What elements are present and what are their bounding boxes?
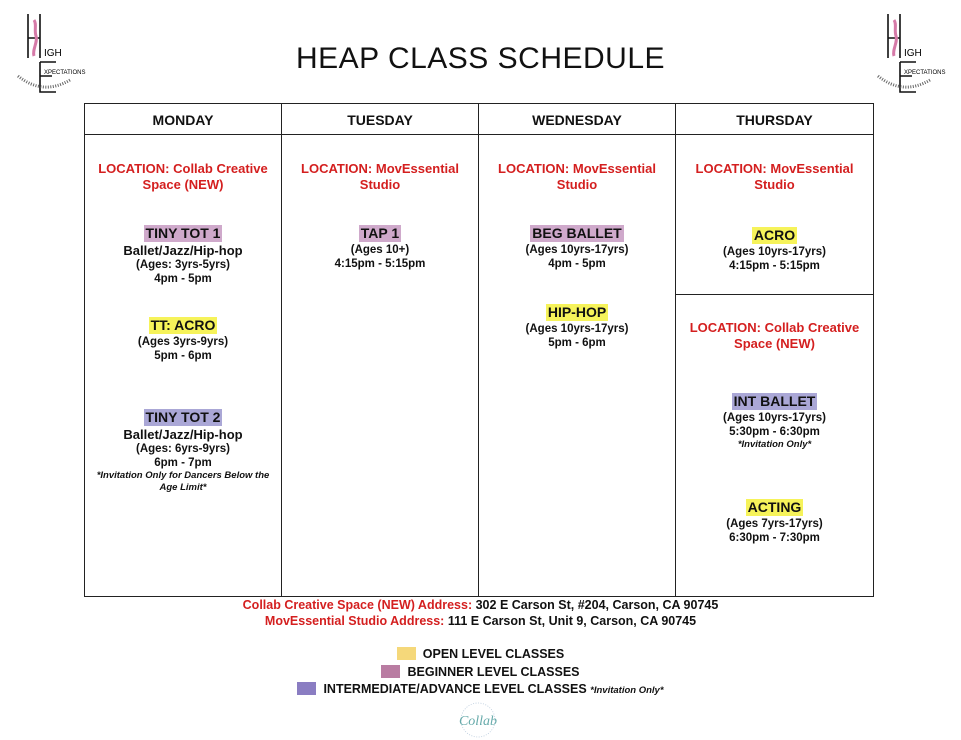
class-style: Ballet/Jazz/Hip-hop	[123, 427, 243, 442]
class-block	[676, 499, 873, 545]
class-name: TINY TOT 1	[145, 225, 221, 241]
location-name: MovEssential Studio	[556, 161, 656, 192]
day-header: MONDAY	[85, 104, 281, 135]
class-ages: (Ages 10yrs-17yrs)	[525, 323, 629, 335]
class-time: 5:30pm - 6:30pm	[729, 426, 820, 438]
legend-item	[0, 665, 961, 679]
legend-item	[0, 682, 961, 697]
class-ages: (Ages 7yrs-17yrs)	[726, 518, 823, 530]
class-name: TINY TOT 2	[145, 409, 221, 425]
class-time: 6pm - 7pm	[154, 457, 212, 469]
class-name: HIP-HOP	[547, 304, 607, 320]
location-name: MovEssential Studio	[359, 161, 459, 192]
class-time: 4:15pm - 5:15pm	[334, 258, 426, 270]
class-time: 6:30pm - 7:30pm	[729, 532, 820, 544]
svg-text:IGH: IGH	[904, 48, 922, 59]
column-tuesday	[282, 104, 479, 596]
location	[85, 161, 281, 193]
svg-text:IGH: IGH	[44, 48, 62, 59]
class-name: TT: ACRO	[150, 317, 216, 333]
location	[479, 161, 675, 193]
class-name: ACRO	[753, 227, 796, 243]
class-block	[676, 393, 873, 451]
location-label: LOCATION:	[695, 161, 767, 176]
address-label: MovEssential Studio Address:	[264, 614, 445, 628]
location-label: LOCATION:	[498, 161, 570, 176]
location-name: Collab Creative Space (NEW)	[142, 161, 268, 192]
class-ages: (Ages 10yrs-17yrs)	[723, 412, 826, 424]
legend-swatch	[397, 647, 416, 660]
class-ages: (Ages 10+)	[350, 244, 410, 256]
class-name: BEG BALLET	[532, 225, 622, 241]
location-label: LOCATION:	[98, 161, 170, 176]
class-block	[85, 409, 281, 494]
class-name: ACTING	[747, 499, 802, 515]
class-block	[676, 227, 873, 273]
class-ages: (Ages 10yrs-17yrs)	[525, 244, 629, 256]
class-block	[85, 317, 281, 363]
location-label: LOCATION:	[301, 161, 373, 176]
class-time: 5pm - 6pm	[154, 350, 212, 362]
day-header: TUESDAY	[282, 104, 478, 135]
legend-label: OPEN LEVEL CLASSES	[422, 647, 565, 661]
divider	[676, 294, 873, 295]
class-style: Ballet/Jazz/Hip-hop	[123, 243, 243, 258]
schedule-table	[84, 103, 874, 597]
svg-text:XPECTATIONS: XPECTATIONS	[904, 70, 946, 76]
legend-label: INTERMEDIATE/ADVANCE LEVEL CLASSES	[323, 682, 587, 696]
class-ages: (Ages: 6yrs-9yrs)	[136, 443, 230, 455]
location	[282, 161, 478, 193]
day-header: THURSDAY	[676, 104, 873, 135]
address-value: 111 E Carson St, Unit 9, Carson, CA 90745	[447, 614, 697, 628]
legend-label: BEGINNER LEVEL CLASSES	[407, 665, 580, 679]
address-label: Collab Creative Space (NEW) Address:	[242, 598, 473, 612]
class-time: 4pm - 5pm	[548, 258, 606, 270]
class-block	[282, 225, 478, 271]
legend-note: *Invitation Only*	[590, 685, 664, 696]
location-name: Collab Creative Space (NEW)	[734, 320, 860, 351]
class-time: 4:15pm - 5:15pm	[729, 260, 820, 272]
address-line	[0, 598, 961, 612]
svg-text:Collab: Collab	[458, 714, 498, 729]
location-name: MovEssential Studio	[754, 161, 854, 192]
class-block	[479, 304, 675, 350]
class-time: 5pm - 6pm	[548, 337, 606, 349]
column-wednesday	[479, 104, 676, 596]
class-note: *Invitation Only for Dancers Below the Age Limit*	[96, 470, 270, 493]
page-title: HEAP CLASS SCHEDULE	[295, 42, 666, 75]
address-line	[0, 614, 961, 628]
class-name: TAP 1	[360, 225, 400, 241]
address-value: 302 E Carson St, #204, Carson, CA 90745	[475, 598, 719, 612]
legend-swatch	[381, 665, 400, 678]
day-header: WEDNESDAY	[479, 104, 675, 135]
svg-text:XPECTATIONS: XPECTATIONS	[44, 70, 86, 76]
class-ages: (Ages 3yrs-9yrs)	[137, 336, 229, 348]
location-label: LOCATION:	[689, 320, 761, 335]
class-time: 4pm - 5pm	[154, 273, 212, 285]
class-block	[85, 225, 281, 286]
collab-logo	[449, 700, 507, 740]
column-thursday	[676, 104, 873, 596]
location	[676, 320, 873, 352]
legend-swatch	[297, 682, 316, 695]
class-ages: (Ages: 3yrs-5yrs)	[136, 259, 230, 271]
class-block	[479, 225, 675, 271]
column-monday	[85, 104, 282, 596]
class-ages: (Ages 10yrs-17yrs)	[723, 246, 826, 258]
location	[676, 161, 873, 193]
class-note: *Invitation Only*	[737, 439, 812, 450]
legend-item	[0, 647, 961, 661]
class-name: INT BALLET	[733, 393, 816, 409]
